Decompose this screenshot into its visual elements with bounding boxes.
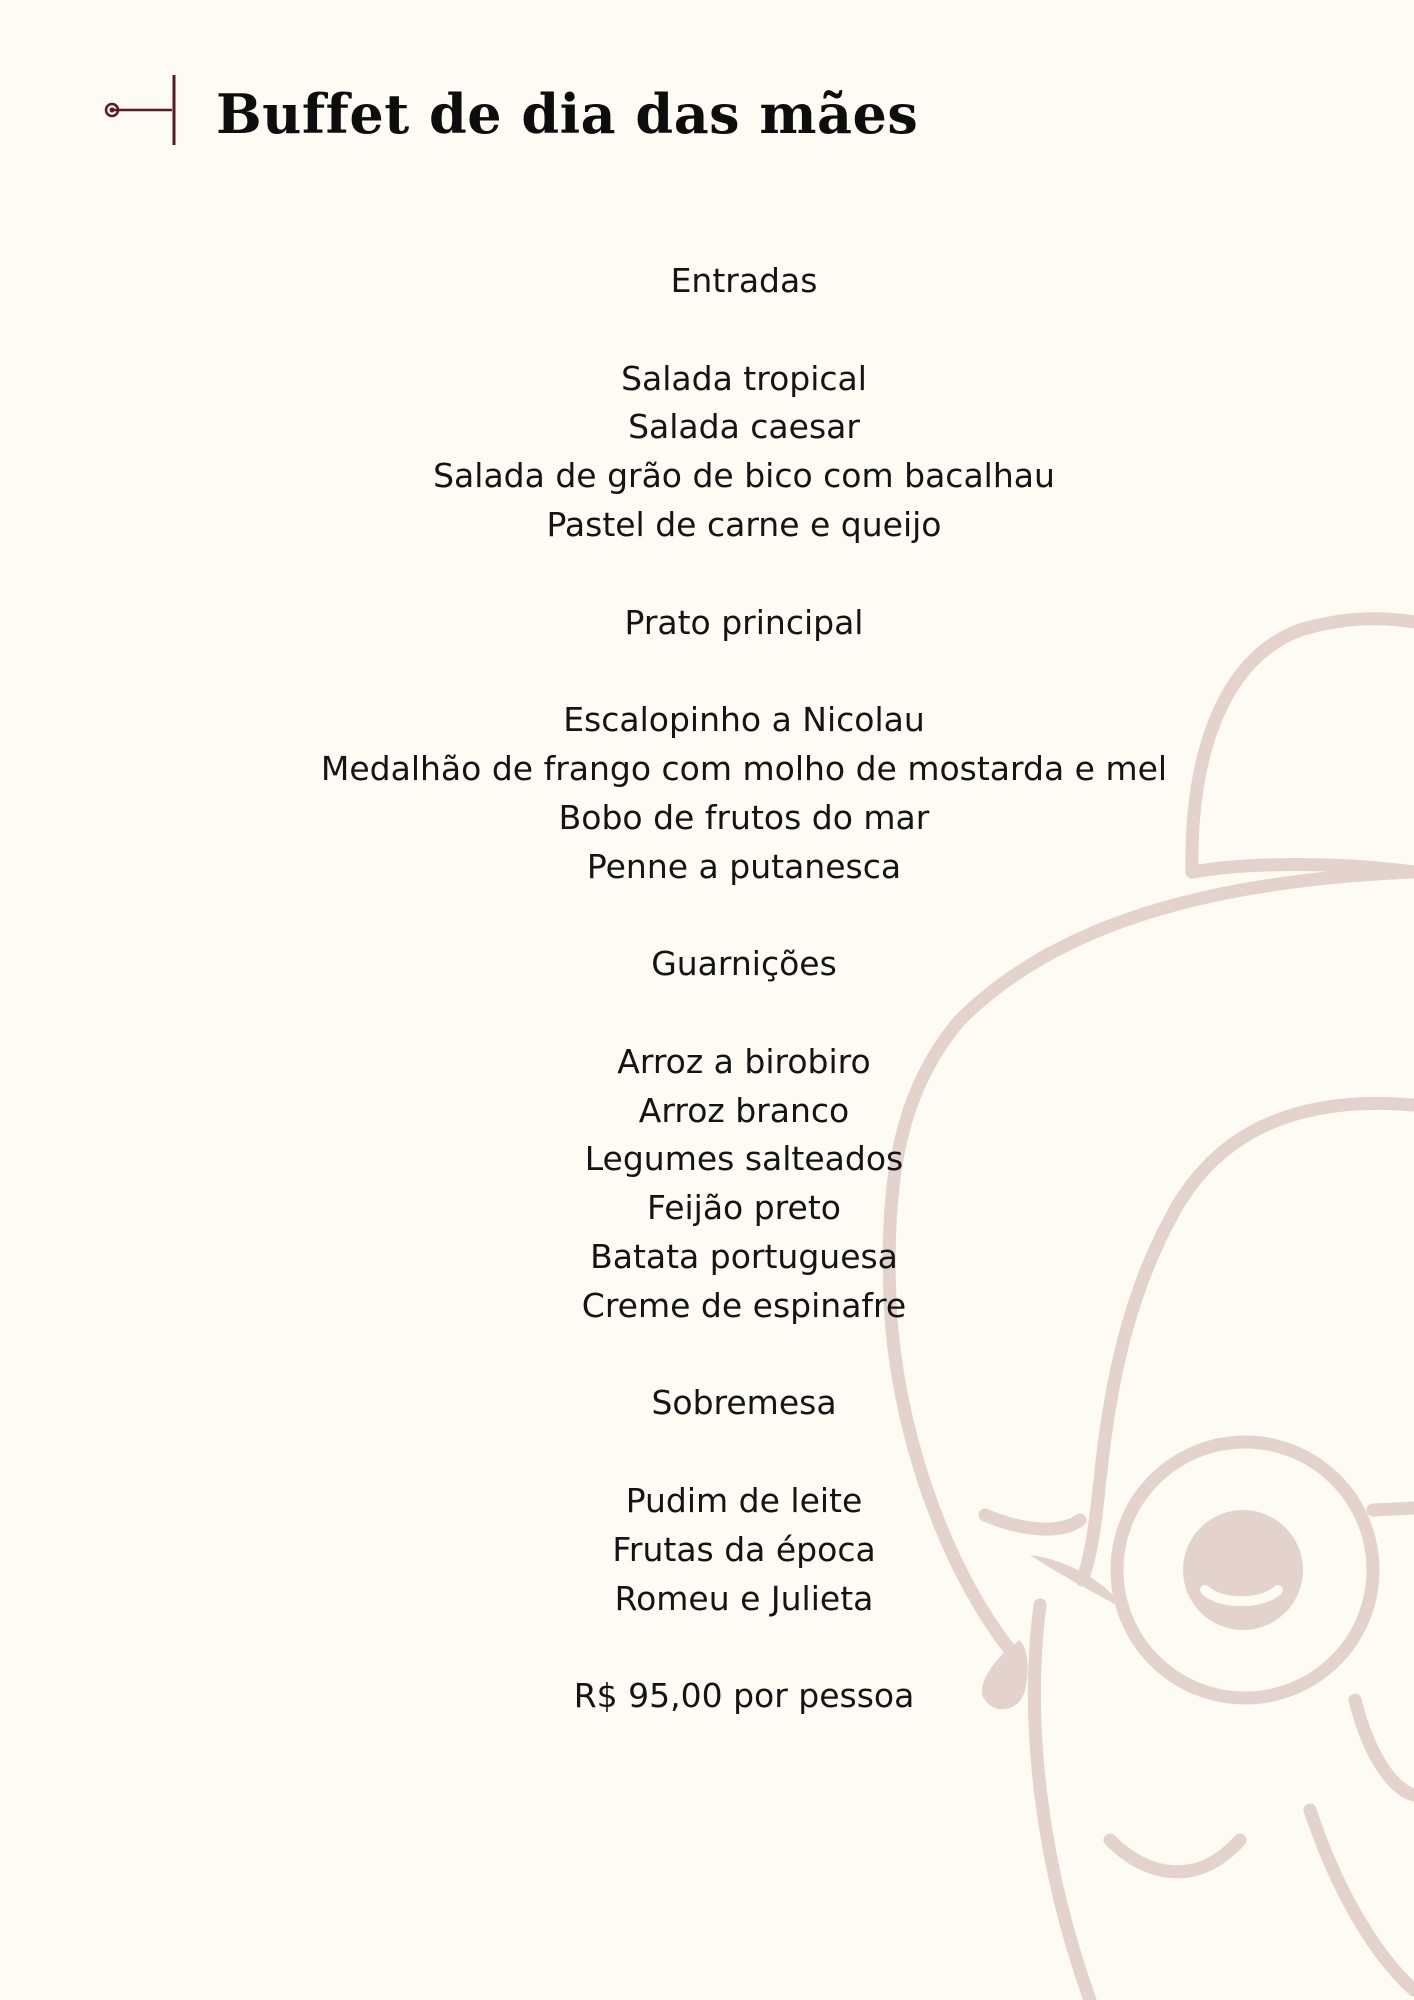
menu-item: Penne a putanesca — [586, 846, 902, 886]
menu-item: Romeu e Julieta — [614, 1578, 874, 1618]
menu-list — [244, 257, 1244, 1721]
menu-item: Arroz a birobiro — [617, 1041, 871, 1081]
menu-item: Bobo de frutos do mar — [558, 797, 930, 837]
menu-item: Legumes salteados — [584, 1139, 904, 1179]
menu-item: Salada de grão de bico com bacalhau — [433, 456, 1055, 496]
menu-item: Salada tropical — [621, 358, 867, 398]
section-heading: Guarnições — [651, 944, 837, 984]
menu-item: Arroz branco — [638, 1090, 850, 1130]
menu-item: Escalopinho a Nicolau — [563, 700, 925, 740]
menu-item: Salada caesar — [628, 407, 860, 447]
section-guarnicoes — [244, 940, 1244, 1379]
section-sobremesa — [244, 1379, 1244, 1672]
section-entradas — [244, 257, 1244, 599]
page-title: Buffet de dia das mães — [216, 82, 919, 146]
section-prato-principal — [244, 599, 1244, 941]
section-heading: Prato principal — [624, 602, 864, 642]
menu-item: Pudim de leite — [625, 1480, 863, 1520]
section-heading: Sobremesa — [651, 1383, 837, 1423]
menu-item: Frutas da época — [612, 1529, 876, 1569]
menu-item: Batata portuguesa — [590, 1236, 898, 1276]
section-heading: Entradas — [670, 261, 818, 300]
menu-item: Creme de espinafre — [581, 1285, 907, 1325]
menu-item: Feijão preto — [647, 1188, 841, 1228]
pin-line-icon — [100, 70, 180, 150]
menu-item: Pastel de carne e queijo — [546, 504, 942, 544]
menu-item: Medalhão de frango com molho de mostarda e mel — [320, 748, 1168, 788]
price-label: R$ 95,00 por pessoa — [573, 1676, 915, 1716]
